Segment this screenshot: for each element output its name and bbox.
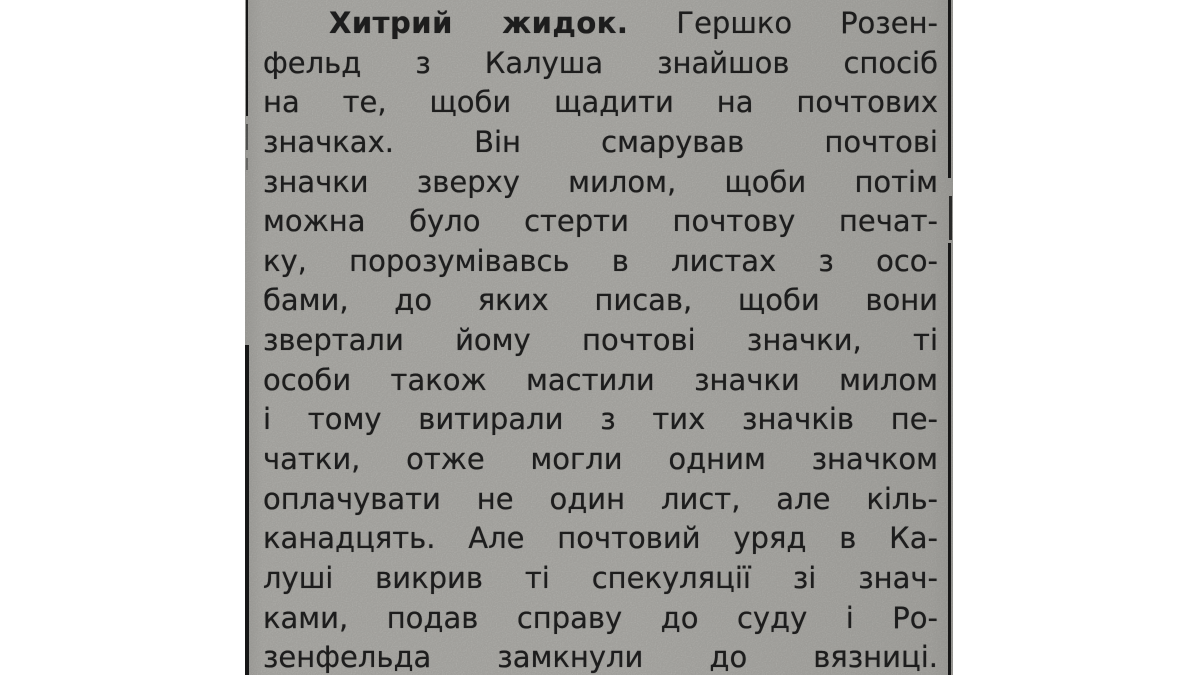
text-line: значках. Він смарував почтові — [263, 124, 938, 159]
text-line: чатки, отже могли одним значком — [263, 442, 938, 477]
column-rule-left-bottom — [245, 345, 249, 675]
text-line: зенфельда замкнули до вязниці. — [263, 640, 938, 675]
text-line: фельд з Калуша знайшов спосіб — [263, 45, 938, 80]
column-rule-left-dash — [246, 124, 248, 150]
text-line — [263, 4, 938, 44]
text-line: ку, порозумівавсь в листах з осо- — [263, 243, 938, 278]
text-line: оплачувати не один лист, але кіль- — [263, 481, 938, 516]
column-rule-right-dash — [949, 196, 952, 240]
text-line: ками, подав справу до суду і Ро- — [263, 600, 938, 635]
text-line: значки зверху милом, щоби потім — [263, 164, 938, 199]
text-line: на те, щоби щадити на почтових — [263, 85, 938, 120]
text-line-rest: Гершко Розен- — [676, 6, 938, 40]
column-rule-right-bottom — [948, 243, 951, 675]
text-line: канадцять. Але почтовий уряд в Ка- — [263, 521, 938, 556]
text-line: і тому витирали з тих значків пе- — [263, 402, 938, 437]
column-rule-left-top — [246, 0, 248, 116]
newspaper-clipping — [245, 0, 953, 675]
column-rule-right-top — [948, 0, 951, 178]
text-line: луші викрив ті спекуляції зі знач- — [263, 560, 938, 595]
column-rule-left-dash — [246, 158, 248, 170]
text-line: звертали йому почтові значки, ті — [263, 323, 938, 358]
article-heading: Хитрий жидок. — [329, 6, 629, 40]
text-line: можна було стерти почтову печат- — [263, 204, 938, 239]
article-text — [263, 4, 938, 675]
text-line: бами, до яких писав, щоби вони — [263, 283, 938, 318]
text-line: особи також мастили значки милом — [263, 362, 938, 397]
